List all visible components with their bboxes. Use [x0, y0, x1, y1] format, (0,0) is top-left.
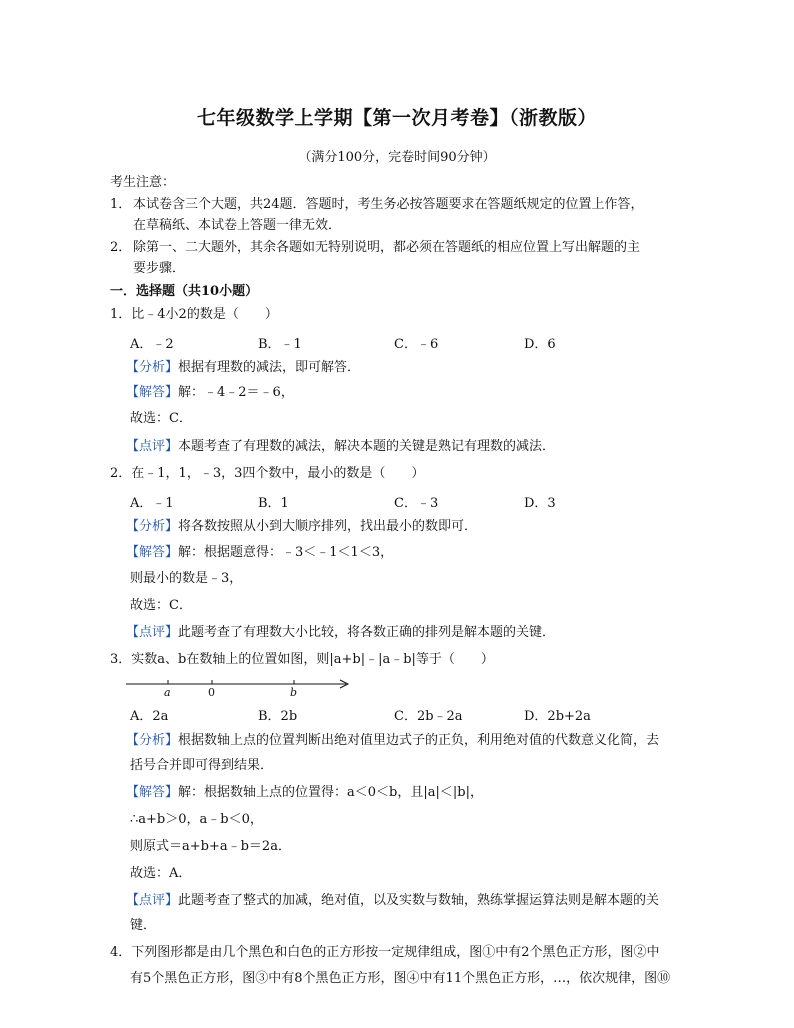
analysis-text: 根据数轴上点的位置判断出绝对值里边式子的正负，利用绝对值的代数意义化简，去 — [178, 733, 660, 748]
question-2-analysis — [126, 518, 477, 536]
question-1-analysis — [126, 359, 360, 377]
question-3-solution — [126, 784, 483, 802]
solution-text: 解：﹣4﹣2＝﹣6， — [178, 385, 294, 400]
comment-tag: 【点评】 — [126, 439, 179, 454]
solution-text: 解：根据题意得：﹣3＜﹣1＜1＜3， — [178, 545, 394, 560]
question-3-analysis — [126, 732, 659, 750]
question-4-stem-line-2: 有5个黑色正方形，图③中有8个黑色正方形，图④中有11个黑色正方形，…，依次规律，图⑩ — [130, 971, 671, 986]
question-3-comment — [126, 892, 659, 910]
page-subtitle: （满分100分，完卷时间90分钟） — [298, 150, 496, 165]
notice-heading: 考生注意： — [110, 175, 176, 190]
question-4-stem-line-1: 4．下列图形都是由几个黑色和白色的正方形按一定规律组成，图①中有2个黑色正方形，图②中 — [110, 945, 660, 960]
notice-item-1-line-1: 本试卷含三个大题，共24题．答题时，考生务必按答题要求在答题纸规定的位置上作答， — [133, 197, 644, 212]
label-a: a — [164, 686, 171, 698]
question-1-stem: 1．比﹣4小2的数是（ ） — [110, 307, 278, 322]
analysis-tag: 【分析】 — [126, 733, 179, 748]
question-3-option-a: A．2a — [130, 709, 169, 724]
solution-tag: 【解答】 — [126, 545, 179, 560]
label-zero: 0 — [208, 686, 215, 698]
label-b: b — [290, 686, 298, 698]
notice-item-1-line-2: 在草稿纸、本试卷上答题一律无效． — [133, 218, 342, 233]
question-1-option-d: D．6 — [524, 337, 556, 352]
solution-tag: 【解答】 — [126, 385, 179, 400]
comment-text: 此题考查了有理数大小比较，将各数正确的排列是解本题的关键． — [178, 625, 556, 640]
question-1-solution — [126, 384, 294, 402]
question-3-option-c: C．2b﹣2a — [394, 709, 463, 724]
comment-tag: 【点评】 — [126, 625, 179, 640]
question-3-option-b: B．2b — [258, 709, 298, 724]
analysis-text: 将各数按照从小到大顺序排列，找出最小的数即可． — [178, 519, 478, 534]
question-3-choice: 故选：A． — [130, 866, 192, 881]
comment-tag: 【点评】 — [126, 893, 179, 908]
notice-item-2-line-2: 要步骤． — [133, 261, 186, 276]
notice-item-2-number: 2． — [110, 240, 132, 255]
question-2-option-a: A．﹣1 — [130, 496, 174, 511]
solution-text: 解：根据数轴上点的位置得：a＜0＜b，且|a|＜|b|， — [178, 785, 483, 800]
question-1-option-b: B．﹣1 — [258, 337, 302, 352]
question-3-analysis-continued: 括号合并即可得到结果． — [130, 758, 274, 773]
question-2-comment — [126, 624, 555, 642]
question-3-step-1: ∴a+b＞0，a﹣b＜0， — [130, 812, 263, 827]
question-3-comment-continued: 键． — [130, 918, 157, 933]
analysis-tag: 【分析】 — [126, 360, 179, 375]
page-title: 七年级数学上学期【第一次月考卷】（浙教版） — [196, 107, 597, 129]
analysis-tag: 【分析】 — [126, 519, 179, 534]
comment-text: 本题考查了有理数的减法，解决本题的关键是熟记有理数的减法． — [178, 439, 556, 454]
question-1-option-c: C．﹣6 — [394, 337, 439, 352]
question-3-stem: 3．实数a、b在数轴上的位置如图，则|a+b|﹣|a﹣b|等于（ ） — [110, 652, 494, 667]
notice-item-2-line-1: 除第一、二大题外，其余各题如无特别说明，都必须在答题纸的相应位置上写出解题的主 — [133, 240, 641, 255]
question-2-solution — [126, 544, 393, 562]
notice-item-1-number: 1． — [110, 197, 132, 212]
question-2-option-c: C．﹣3 — [394, 496, 439, 511]
question-2-option-b: B．1 — [258, 496, 289, 511]
question-1-option-a: A．﹣2 — [130, 337, 174, 352]
section-heading: 一．选择题（共10小题） — [110, 284, 259, 299]
question-2-stem: 2．在﹣1，1，﹣3，3四个数中，最小的数是（ ） — [110, 466, 425, 481]
question-3-option-d: D．2b+2a — [524, 709, 591, 724]
question-1-comment — [126, 438, 555, 456]
question-2-option-d: D．3 — [524, 496, 556, 511]
comment-text: 此题考查了整式的加减，绝对值，以及实数与数轴，熟练掌握运算法则是解本题的关 — [178, 893, 660, 908]
question-3-step-2: 则原式＝a+b+a﹣b＝2a． — [130, 839, 291, 854]
number-line-figure — [126, 674, 356, 698]
question-1-choice: 故选：C． — [130, 411, 192, 426]
solution-tag: 【解答】 — [126, 785, 179, 800]
question-2-step: 则最小的数是﹣3， — [130, 571, 243, 586]
question-2-choice: 故选：C． — [130, 598, 192, 613]
analysis-text: 根据有理数的减法，即可解答． — [178, 360, 361, 375]
